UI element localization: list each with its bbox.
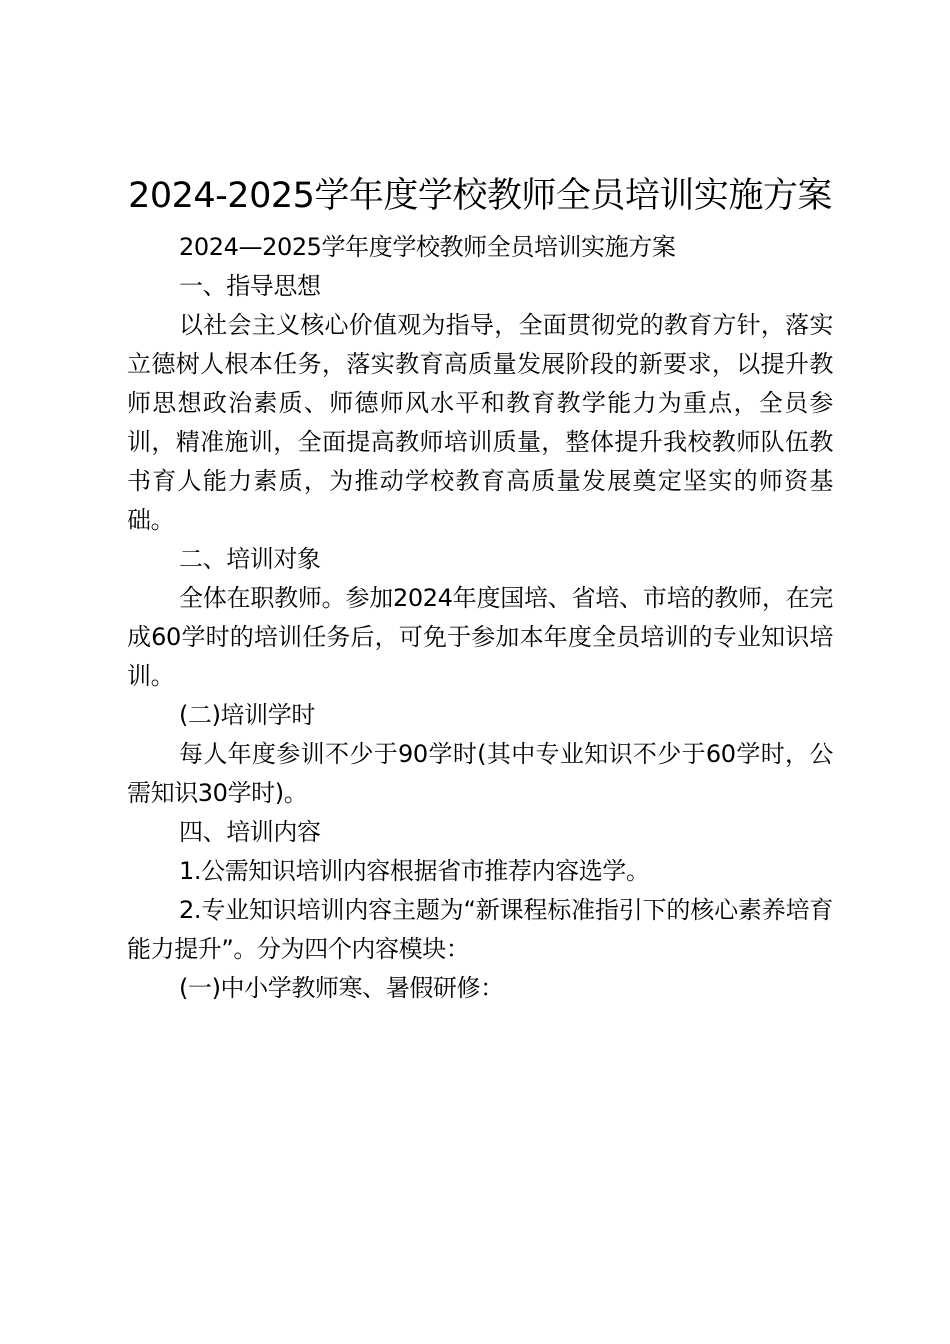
sub-heading: (一)中小学教师寒、暑假研修：: [179, 974, 504, 1002]
section-heading-training-targets: 二、培训对象: [179, 545, 321, 573]
subtitle-paragraph: 2024—2025学年度学校教师全员培训实施方案: [179, 233, 676, 261]
section-heading-guiding-ideology: 一、指导思想: [179, 272, 321, 300]
body-paragraph: 全体在职教师。参加2024年度国培、省培、市培的教师，在完成60学时的培训任务后，可免于参加本年度全员培训的专业知识培训。: [127, 584, 833, 690]
document-title: 2024-2025学年度学校教师全员培训实施方案: [128, 176, 832, 216]
body-paragraph: 每人年度参训不少于90学时(其中专业知识不少于60学时，公需知识30学时)。: [127, 740, 833, 807]
list-item: 1.公需知识培训内容根据省市推荐内容选学。: [179, 857, 650, 885]
section-heading-training-content: 四、培训内容: [179, 818, 321, 846]
document-body: [127, 170, 833, 1008]
section-heading-training-hours: (二)培训学时: [179, 701, 315, 729]
body-paragraph: 以社会主义核心价值观为指导，全面贯彻党的教育方针，落实立德树人根本任务，落实教育高质量发展阶段的新要求，以提升教师思想政治素质、师德师风水平和教育教学能力为重点，全员参训，精准施训，全面提高教师培训质量，整体提升我校教师队伍教书育人能力素质，为推动学校教育高质量发展奠定坚实的师资基础。: [127, 311, 833, 534]
list-item: 2.专业知识培训内容主题为“新课程标准指引下的核心素养培育能力提升”。分为四个内容模块：: [127, 896, 833, 963]
